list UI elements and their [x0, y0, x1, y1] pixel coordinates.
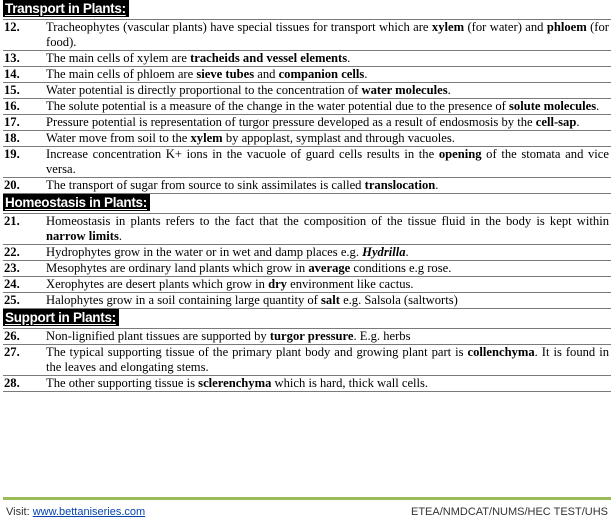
text-run: .: [435, 178, 439, 192]
text-run: by appoplast, symplast and through vacuoles.: [222, 131, 455, 145]
list-item: [3, 277, 611, 293]
item-list: [3, 213, 611, 309]
bold-term: opening: [438, 147, 482, 161]
item-text: [46, 345, 611, 375]
bold-term: average: [308, 261, 351, 275]
footer-visit: [6, 506, 145, 518]
text-run: of the stomata and vice versa.: [46, 147, 609, 176]
text-run: Xerophytes are desert plants which grow in: [46, 277, 269, 291]
item-text: [46, 277, 611, 292]
item-text: [46, 147, 611, 177]
item-number: 17.: [4, 115, 20, 129]
text-run: .: [576, 115, 580, 129]
item-text: [46, 83, 611, 98]
item-number: 22.: [4, 245, 20, 259]
text-run: The transport of sugar from source to sink assimilates is called: [46, 178, 365, 192]
text-run: .: [596, 99, 600, 113]
text-run: Tracheophytes (vascular plants) have special tissues for transport which are: [46, 20, 432, 34]
text-run: . E.g. herbs: [353, 329, 411, 343]
section-title: Transport in Plants:: [3, 0, 129, 17]
item-text: [46, 376, 611, 391]
list-item: [3, 51, 611, 67]
item-number: 25.: [4, 293, 20, 307]
item-text: [46, 178, 611, 193]
item-number: 28.: [4, 376, 20, 390]
list-item: [3, 376, 611, 392]
bold-term: salt: [321, 293, 340, 307]
item-list: [3, 19, 611, 194]
item-number: 16.: [4, 99, 20, 113]
footer-tests: ETEA/NMDCAT/NUMS/HEC TEST/UHS: [411, 506, 608, 518]
text-run: Mesophytes are ordinary land plants which grow in: [46, 261, 309, 275]
bold-term: cell-sap: [535, 115, 577, 129]
footer-divider: [3, 497, 611, 500]
bold-term: Hydrilla: [362, 245, 406, 259]
bold-term: water molecules: [361, 83, 448, 97]
item-text: [46, 245, 611, 260]
text-run: environment like cactus.: [286, 277, 414, 291]
text-run: The other supporting tissue is: [46, 376, 199, 390]
item-number: 15.: [4, 83, 20, 97]
text-run: which is hard, thick wall cells.: [271, 376, 429, 390]
text-run: The solute potential is a measure of the change in the water potential due to the presence of: [46, 99, 509, 113]
text-run: The typical supporting tissue of the primary plant body and growing plant part is: [46, 345, 468, 359]
item-number: 26.: [4, 329, 20, 343]
list-item: [3, 20, 611, 51]
item-text: [46, 261, 611, 276]
item-number: 13.: [4, 51, 20, 65]
bold-term: phloem: [546, 20, 587, 34]
text-run: Increase concentration K+ ions in the vacuole of guard cells results in the: [46, 147, 439, 161]
footer: [6, 506, 608, 518]
text-run: e.g. Salsola (saltworts): [339, 293, 458, 307]
list-item: [3, 178, 611, 194]
list-item: [3, 131, 611, 147]
item-list: [3, 328, 611, 392]
bold-term: xylem: [190, 131, 223, 145]
list-item: [3, 67, 611, 83]
bold-term: turgor pressure: [269, 329, 354, 343]
item-number: 23.: [4, 261, 20, 275]
item-text: [46, 131, 611, 146]
item-text: [46, 67, 611, 82]
text-run: Halophytes grow in a soil containing large quantity of: [46, 293, 322, 307]
text-run: .: [118, 229, 123, 243]
item-text: [46, 51, 611, 66]
text-run: The main cells of xylem are: [46, 51, 191, 65]
list-item: [3, 99, 611, 115]
item-number: 20.: [4, 178, 20, 192]
bold-term: collenchyma: [467, 345, 535, 359]
bold-term: sclerenchyma: [198, 376, 272, 390]
list-item: [3, 261, 611, 277]
item-text: [46, 293, 611, 308]
list-item: [3, 329, 611, 345]
item-text: [46, 329, 611, 344]
text-run: Pressure potential is representation of turgor pressure developed as a result of endosmosis by the: [46, 115, 536, 129]
list-item: [3, 147, 611, 178]
section-title: Support in Plants:: [3, 309, 119, 326]
section-header: [0, 0, 614, 19]
list-item: [3, 83, 611, 99]
item-text: [46, 115, 611, 130]
text-run: (for water) and: [464, 20, 547, 34]
text-run: (for food).: [46, 20, 609, 49]
section-header: [0, 309, 614, 328]
item-number: 12.: [4, 20, 20, 34]
text-run: Hydrophytes grow in the water or in wet and damp places e.g.: [46, 245, 363, 259]
section-title: Homeostasis in Plants:: [3, 194, 150, 211]
text-run: and: [254, 67, 279, 81]
section-header: [0, 194, 614, 213]
bold-term: narrow limits: [46, 229, 119, 243]
text-run: .: [405, 245, 409, 259]
text-run: .: [447, 83, 451, 97]
list-item: [3, 245, 611, 261]
item-number: 24.: [4, 277, 20, 291]
item-number: 18.: [4, 131, 20, 145]
text-run: .: [347, 51, 351, 65]
item-number: 19.: [4, 147, 20, 161]
text-run: Water potential is directly proportional to the concentration of: [46, 83, 362, 97]
bold-term: tracheids and vessel elements: [190, 51, 348, 65]
item-text: [46, 99, 611, 114]
item-number: 27.: [4, 345, 20, 359]
text-run: Non-lignified plant tissues are supported by: [46, 329, 270, 343]
bold-term: solute molecules: [509, 99, 597, 113]
text-run: conditions e.g rose.: [350, 261, 452, 275]
item-text: [46, 214, 611, 244]
item-number: 21.: [4, 214, 20, 228]
text-run: . It is found in the leaves and elongating stems.: [46, 345, 609, 374]
text-run: Homeostasis in plants refers to the fact that the composition of the tissue fluid in the body is kept within: [46, 214, 609, 228]
bold-term: translocation: [364, 178, 436, 192]
footer-visit-label: Visit:: [6, 506, 33, 518]
website-link[interactable]: www.bettaniseries.com: [32, 506, 146, 518]
text-run: .: [364, 67, 368, 81]
list-item: [3, 214, 611, 245]
bold-term: dry: [268, 277, 287, 291]
list-item: [3, 345, 611, 376]
list-item: [3, 293, 611, 309]
bold-term: xylem: [431, 20, 465, 34]
list-item: [3, 115, 611, 131]
bold-term: sieve tubes: [196, 67, 255, 81]
bold-term: companion cells: [278, 67, 365, 81]
text-run: Water move from soil to the: [46, 131, 191, 145]
item-text: [46, 20, 611, 50]
item-number: 14.: [4, 67, 20, 81]
text-run: The main cells of phloem are: [46, 67, 197, 81]
